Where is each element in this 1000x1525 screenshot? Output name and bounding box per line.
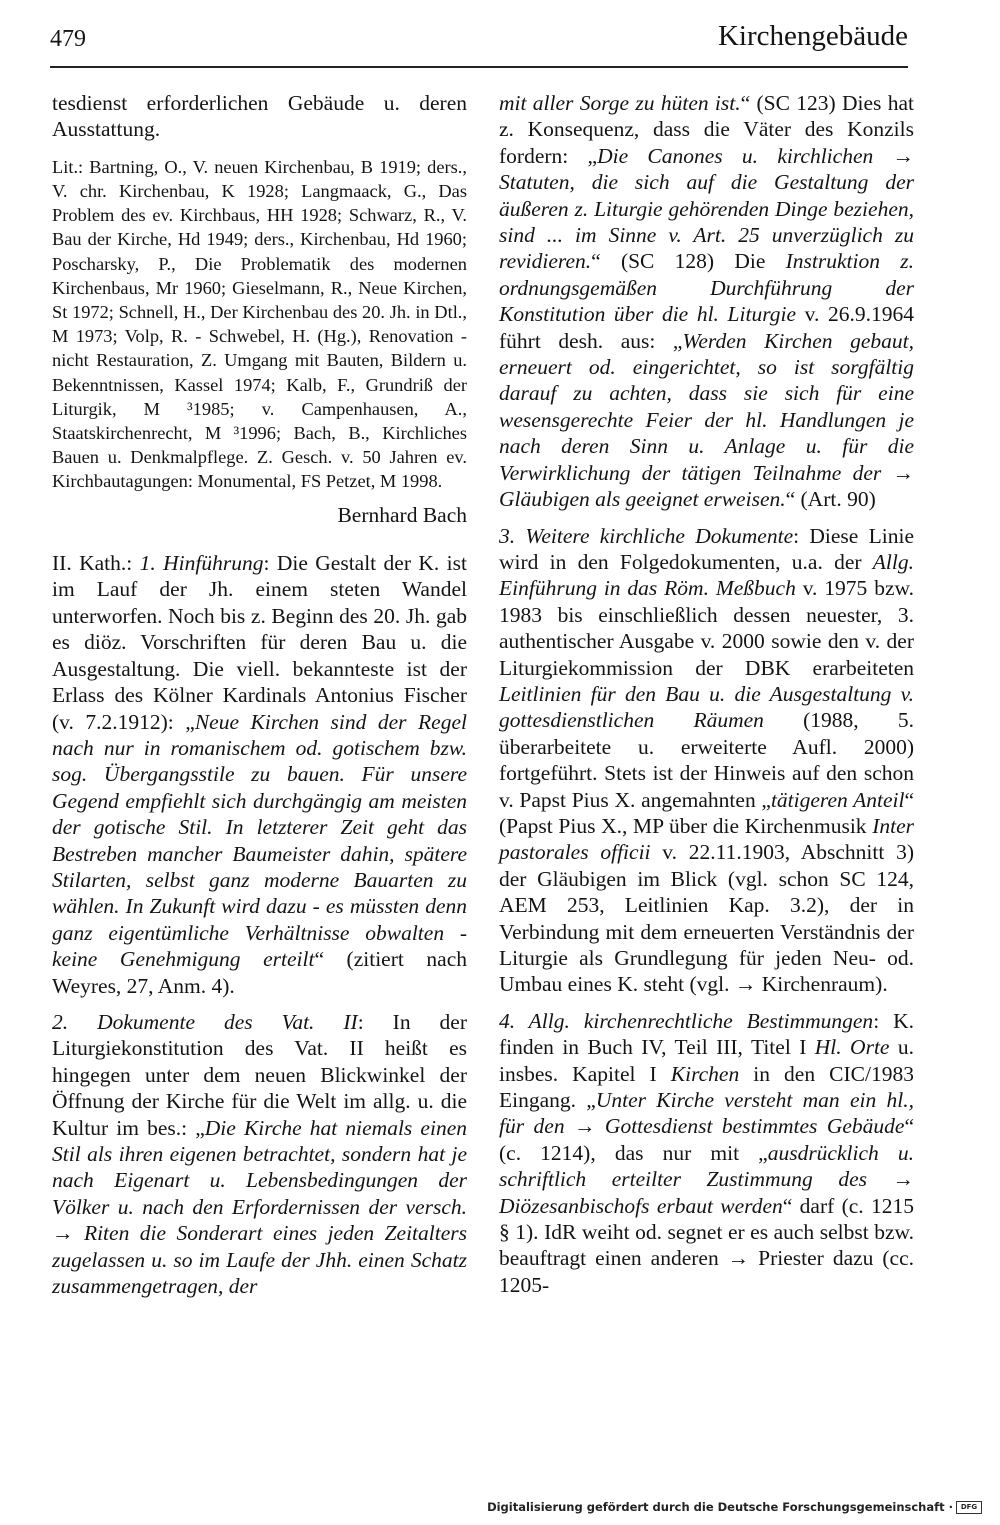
sec3-italic-4: Inter pastorales officii [499,813,914,865]
section-1-body: : Die Gestalt der K. ist im Lauf der Jh. einem steten Wandel unterworfen. Noch bis z. Beginn des 20. Jh. gab es diöz. Vorschriften für deren Bau u. die Ausgestaltung. Die viell. bekannteste ist der Erlass des Kölner Kardinals Antonius Fischer (v. 7.2.1912): „ [52,551,467,734]
sec3-text-2: v. 1975 bzw. 1983 bis einschließlich dessen neuester, 3. authentischer Ausgabe v. 2000 sowie den v. der Liturgiekommission der DBK erarbeiteten [499,576,914,680]
section-1-paragraph [52,550,467,999]
cont-text-3: v. 26.9.1964 führt desh. aus: „ [499,302,914,353]
sec4-text-5: “ darf (c. 1215 § 1). IdR weiht od. segnet er es auch selbst bzw. beauftragt einen anderen → Priester dazu (cc. 1205- [499,1193,914,1297]
sec4-italic-4: ausdrücklich u. schriftlich erteilter Zustimmung des → Diözesanbischofs erbaut werden [499,1140,914,1218]
section-2-quote: Die Kirche hat niemals einen Stil als ihren eigenen betrachtet, sondern hat je nach Eigenart u. Lebensbedingungen der Völker u. nach den Erfordernissen der versch. → Riten die Sonderart eines jeden Zeitalters zugelassen u. so im Laufe der Jhh. einen Schatz zusammengetragen, der [52,1115,467,1299]
cont-quote-4: Werden Kirchen gebaut, erneuert od. eingerichtet, so ist sorgfältig darauf zu achten, dass sie sich für eine wesensgerechte Feier der hl. Handlungen je nach deren Sinn u. Anlage u. für die Verwirklichung der tätigen Teilnahme der → Gläubigen als geeignet erweisen. [499,328,914,512]
sec4-italic-3: Unter Kirche versteht man ein hl., für den → Gottesdienst bestimmtes Gebäude [499,1088,914,1139]
sec3-italic-1: Allg. Einführung in das Röm. Meßbuch [499,549,914,601]
section-1-tail: “ (zitiert nach Weyres, 27, Anm. 4). [52,947,467,998]
section-1-heading: 1. Hinführung [139,551,264,576]
left-column [52,90,467,1299]
sec4-italic-2: Kirchen [670,1061,740,1086]
section-2-paragraph [52,1009,467,1299]
sec3-italic-3: tätigeren Anteil [770,787,905,812]
sec4-text-4: “ (c. 1214), das nur mit „ [499,1114,914,1165]
digitization-footer [487,1500,982,1514]
cont-quote-3: Instruktion z. ordnungsgemäßen Durchführung der Konstitution über die hl. Liturgie [499,249,914,327]
cont-quote-1: mit aller Sorge zu hüten ist. [499,91,741,115]
continuation-paragraph [499,90,914,513]
sec3-text-4: “ (Papst Pius X., MP über die Kirchenmusik [499,787,914,838]
cont-text-2: “ (SC 128) Die [591,249,786,274]
section-2-heading: 2. Dokumente des Vat. II [52,1009,358,1034]
sec4-italic-1: Hl. Orte [814,1035,890,1060]
section-3-paragraph [499,523,914,998]
sec3-italic-2: Leitlinien für den Bau u. die Ausgestaltung v. gottesdienstlichen Räumen [499,681,914,733]
section-2-body: : In der Liturgiekonstitution des Vat. II heißt es hingegen unter dem neuen Blickwinkel der Öffnung der Kirche für die Welt im allg. u. die Kultur im bes.: „ [52,1009,468,1140]
cont-text-1: “ (SC 123) Dies hat z. Konsequenz, dass die Väter des Konzils fordern: „ [499,91,914,168]
sec4-text-3: in den CIC/1983 Eingang. „ [499,1061,914,1113]
sec3-text-5: v. 22.11.1903, Abschnitt 3) der Gläubigen im Blick (vgl. schon SC 124, AEM 253, Leitlinien Kap. 3.2), der in Verbindung mit dem erneuerten Verständnis der Liturgie als Grundlegung für jeden Neu- od. Umbau eines K. steht (vgl. → Kirchenraum). [499,840,915,997]
intro-paragraph: tesdienst erforderlichen Gebäude u. deren Ausstattung. [52,91,467,142]
section-4-paragraph [499,1008,914,1298]
cont-quote-2: Die Canones u. kirchlichen → Statuten, die sich auf die Gestaltung der äußeren z. Liturgie gehörenden Dinge beziehen, sind ... im Sinne v. Art. 25 unverzüglich zu revidieren. [499,143,915,274]
sec4-text-2: u. insbes. Kapitel I [499,1035,914,1086]
right-column [499,90,914,1298]
section-3-heading: 3. Weitere kirchliche Dokumente [499,523,794,548]
section-1-prefix: II. Kath.: [52,551,140,576]
section-1-quote: Neue Kirchen sind der Regel nach nur in romanischem od. gotischem bzw. sog. Übergangsstile zu bauen. Für unsere Gegend empfiehlt sich durchgängig am meisten der gotische Stil. In letzterer Zeit geht das Bestreben mancher Baumeister dahin, spätere Stilarten, selbst ganz moderne Bauarten zu wählen. In Zukunft wird dazu - es müssten denn ganz eigentümliche Verhältnisse obwalten - keine Genehmigung erteilt [52,709,467,972]
cont-text-4: “ (Art. 90) [785,487,876,512]
section-4-heading: 4. Allg. kirchenrechtliche Bestimmungen [499,1008,874,1033]
page-number: 479 [50,26,86,52]
literature-list: Lit.: Bartning, O., V. neuen Kirchenbau, B 1919; ders., V. chr. Kirchenbau, K 1928; Langmaack, G., Das Problem des ev. Kirchbaus, HH 1928; Schwarz, R., V. Bau der Kirche, Hd 1949; ders., Kirchenbau, Hd 1960; Poscharsky, P., Die Problematik des modernen Kirchenbaus, Mr 1960; Gieselmann, R., Neue Kirchen, St 1972; Schnell, H., Der Kirchenbau des 20. Jh. in Dtl., M 1973; Volp, R. - Schwebel, H. (Hg.), Renovation - nicht Restauration, Z. Umgang mit Bauten, Bildern u. Bekenntnissen, Kassel 1974; Kalb, F., Grundriß der Liturgik, M ³1985; v. Campenhausen, A., Staatskirchenrecht, M ³1996; Bach, B., Kirchliches Bauen u. Denkmalpflege. Z. Gesch. v. 50 Jahren ev. Kirchbautagungen: Monumental, FS Petzet, M 1998. [52,156,467,492]
sec3-text-1: : Diese Linie wird in den Folgedokumenten, u.a. der [499,523,914,574]
sec4-text-1: : K. finden in Buch IV, Teil III, Titel I [499,1008,915,1060]
running-title: Kirchengebäude [717,20,908,52]
header-rule [50,66,908,68]
article-author: Bernhard Bach [337,502,467,527]
sec3-text-3: (1988, 5. überarbeitete u. erweiterte Aufl. 2000) fortgeführt. Stets ist der Hinweis auf den schon v. Papst Pius X. angemahnten „ [499,708,914,812]
dfg-logo-icon: DFG [956,1501,982,1514]
funding-note: Digitalisierung gefördert durch die Deutsche Forschungsgemeinschaft · [487,1500,953,1514]
